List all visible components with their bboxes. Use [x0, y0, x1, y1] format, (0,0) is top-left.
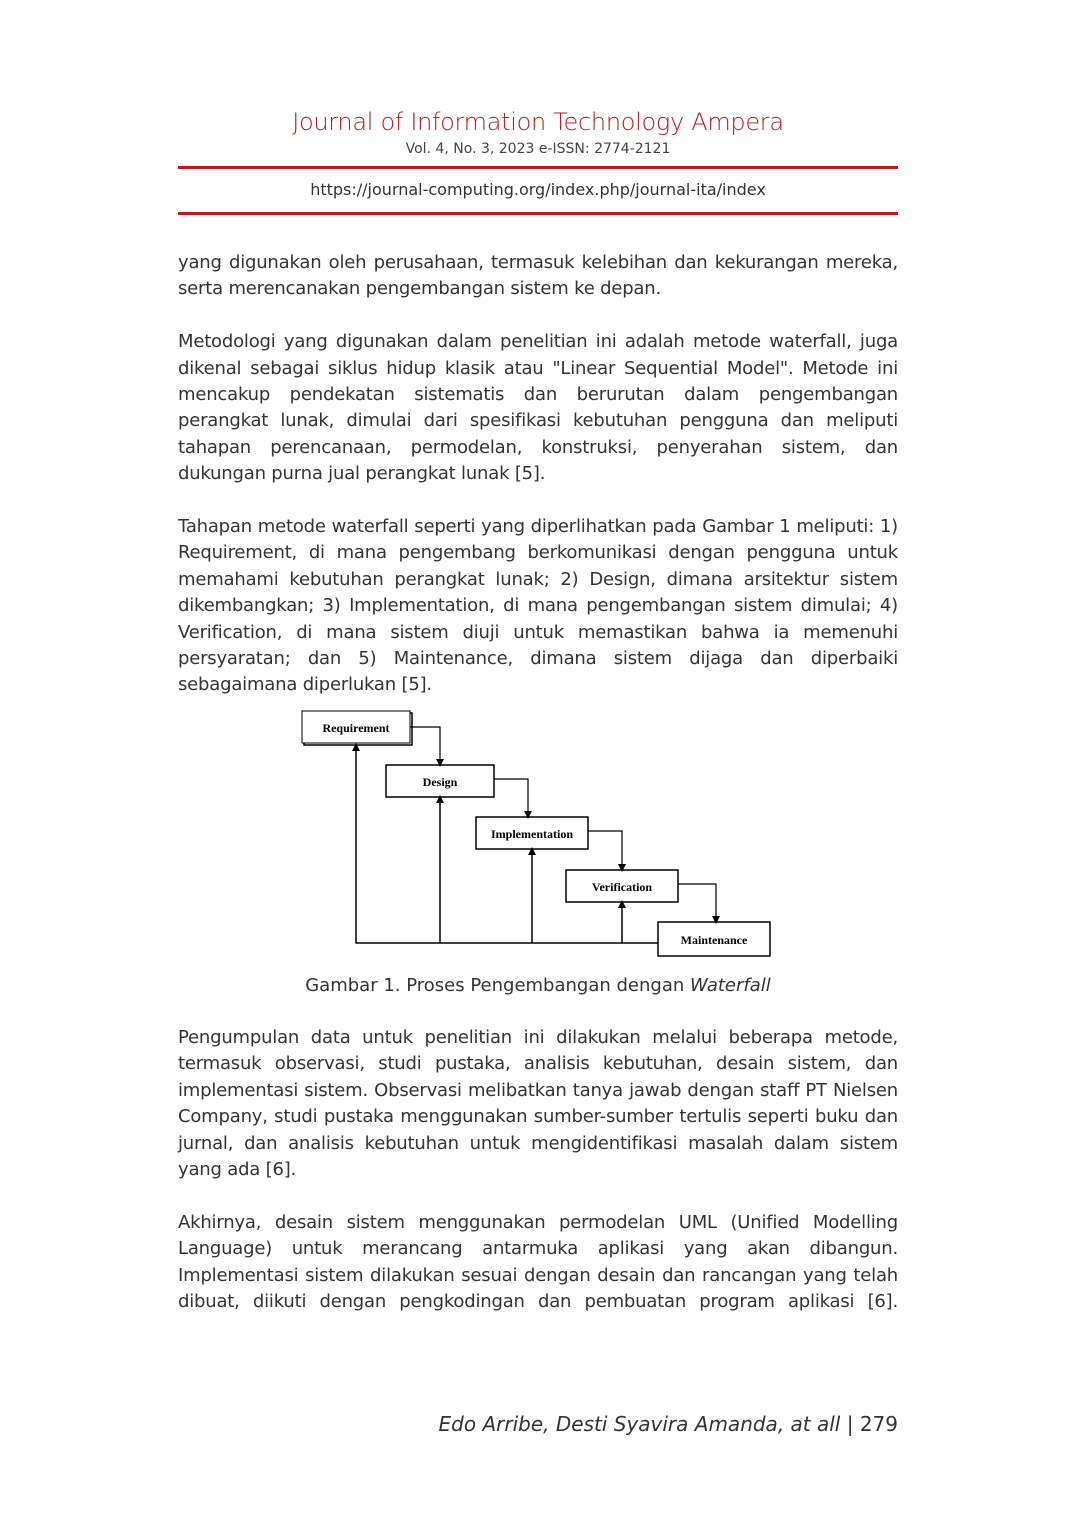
caption-text: Gambar 1. Proses Pengembangan dengan: [305, 974, 691, 996]
header-rule-bottom: [178, 212, 898, 215]
figure-caption: [178, 973, 898, 999]
paragraph: Pengumpulan data untuk penelitian ini dilakukan melalui beberapa metode, termasuk observasi, studi pustaka, analisis kebutuhan, desain sistem, dan implementasi sistem. Observasi melibatkan tanya jawab dengan staff PT Nielsen Company, studi pustaka menggunakan sumber-sumber tertulis seperti buku dan jurnal, dan analisis kebutuhan untuk mengidentifikasi masalah dalam sistem yang ada [6].: [178, 1026, 898, 1180]
stage-box-implementation: [476, 817, 588, 849]
stage-label-requirement: Requirement: [322, 720, 390, 735]
caption-italic: Waterfall: [690, 974, 771, 996]
stage-box-maintenance: [658, 922, 770, 956]
stage-label-implementation: Implementation: [491, 826, 573, 841]
paragraph: Tahapan metode waterfall seperti yang diperlihatkan pada Gambar 1 meliputi: 1) Requirement, di mana pengembang berkomunikasi dengan pengguna untuk memahami kebutuhan perangkat lunak; 2) Design, dimana arsitektur sistem dikembangkan; 3) Implementation, di mana pengembangan sistem dimulai; 4) Verification, di mana sistem diuji untuk memastikan bahwa ia memenuhi persyaratan; dan 5) Maintenance, dimana sistem dijaga dan diperbaiki sebagaimana diperlukan [5].: [178, 516, 898, 696]
header-rule-top: [178, 166, 898, 169]
paragraph: Metodologi yang digunakan dalam penelitian ini adalah metode waterfall, juga dikenal sebagai siklus hidup klasik atau "Linear Sequential Model". Metode ini mencakup pendekatan sistematis dan berurutan dalam pengembangan perangkat lunak, dimulai dari spesifikasi kebutuhan pengguna dan meliputi tahapan perencanaan, permodelan, konstruksi, penyerahan sistem, dan dukungan purna jual perangkat lunak [5].: [178, 331, 898, 485]
stage-box-verification: [566, 870, 678, 902]
journal-url[interactable]: https://journal-computing.org/index.php/journal-ita/index: [310, 180, 766, 199]
stage-box-design: [386, 765, 494, 797]
page-number: | 279: [840, 1412, 898, 1436]
waterfall-figure: [178, 707, 898, 969]
stage-label-maintenance: Maintenance: [680, 932, 748, 947]
paragraph: Akhirnya, desain sistem menggunakan permodelan UML (Unified Modelling Language) untuk merancang antarmuka aplikasi yang akan dibangun. Implementasi sistem dilakukan sesuai dengan desain dan rancangan yang telah dibuat, diikuti dengan pengkodingan dan pembuatan program aplikasi [6].: [178, 1211, 898, 1312]
journal-volume: Vol. 4, No. 3, 2023 e-ISSN: 2774-2121: [405, 141, 671, 157]
journal-header: [178, 106, 898, 160]
paragraph: yang digunakan oleh perusahaan, termasuk kelebihan dan kekurangan mereka, serta merencanakan pengembangan sistem ke depan.: [178, 252, 898, 300]
footer-authors: Edo Arribe, Desti Syavira Amanda, at all: [438, 1412, 841, 1436]
article-body: [178, 250, 898, 1315]
stage-label-design: Design: [422, 774, 458, 789]
stage-box-requirement: [302, 711, 412, 745]
waterfall-diagram: [298, 707, 778, 969]
stage-label-verification: Verification: [591, 879, 653, 894]
page-footer: [439, 1412, 898, 1436]
journal-title: Journal of Information Technology Ampera: [292, 108, 784, 136]
